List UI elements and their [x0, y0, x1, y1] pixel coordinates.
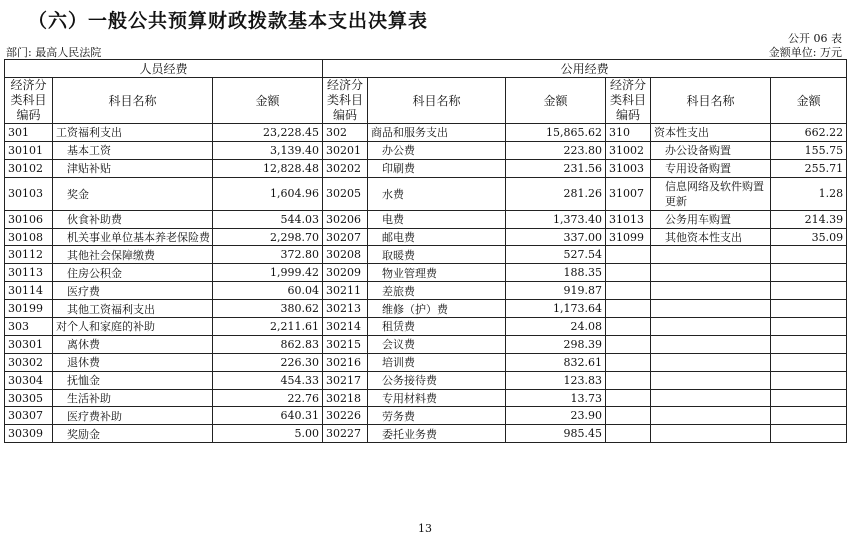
amount-cell: 454.33: [213, 371, 323, 389]
code-cell: 30207: [323, 228, 368, 246]
amount-cell: 372.80: [213, 246, 323, 264]
amount-cell: [771, 246, 847, 264]
amount-cell: 862.83: [213, 335, 323, 353]
amount-cell: 919.87: [506, 282, 606, 300]
name-cell: 伙食补助费: [53, 210, 213, 228]
code-cell: [606, 371, 651, 389]
code-cell: 30206: [323, 210, 368, 228]
code-cell: 30106: [5, 210, 53, 228]
code-cell: 30302: [5, 353, 53, 371]
amount-cell: 1,373.40: [506, 210, 606, 228]
code-cell: 30307: [5, 407, 53, 425]
code-cell: [606, 264, 651, 282]
column-header-name: 科目名称: [368, 78, 506, 124]
name-cell: [651, 300, 771, 318]
name-cell: 租赁费: [368, 318, 506, 336]
amount-cell: 281.26: [506, 177, 606, 210]
name-cell: 医疗费补助: [53, 407, 213, 425]
amount-cell: [771, 425, 847, 443]
amount-cell: 640.31: [213, 407, 323, 425]
amount-cell: 155.75: [771, 141, 847, 159]
table-row: [5, 425, 847, 443]
amount-cell: 2,298.70: [213, 228, 323, 246]
name-cell: 维修（护）费: [368, 300, 506, 318]
table-row: [5, 318, 847, 336]
code-cell: 30102: [5, 159, 53, 177]
table-row: [5, 353, 847, 371]
name-cell: 生活补助: [53, 389, 213, 407]
amount-cell: 123.83: [506, 371, 606, 389]
name-cell: [651, 407, 771, 425]
amount-cell: 23,228.45: [213, 124, 323, 142]
code-cell: [606, 335, 651, 353]
page-title: （六）一般公共预算财政拨款基本支出决算表: [28, 10, 429, 32]
code-cell: [606, 246, 651, 264]
amount-cell: 35.09: [771, 228, 847, 246]
code-cell: 30304: [5, 371, 53, 389]
amount-cell: 662.22: [771, 124, 847, 142]
table-body: [5, 124, 847, 443]
name-cell: 公务用车购置: [651, 210, 771, 228]
table-row: [5, 300, 847, 318]
code-cell: 30205: [323, 177, 368, 210]
name-cell: 奖金: [53, 177, 213, 210]
code-cell: 30211: [323, 282, 368, 300]
amount-cell: 255.71: [771, 159, 847, 177]
amount-unit-label: 金额单位: 万元: [768, 46, 842, 59]
code-cell: 30214: [323, 318, 368, 336]
name-cell: 电费: [368, 210, 506, 228]
name-cell: 公务接待费: [368, 371, 506, 389]
code-cell: [606, 425, 651, 443]
name-cell: 医疗费: [53, 282, 213, 300]
name-cell: [651, 335, 771, 353]
amount-cell: [771, 389, 847, 407]
code-cell: 310: [606, 124, 651, 142]
amount-cell: 22.76: [213, 389, 323, 407]
name-cell: 劳务费: [368, 407, 506, 425]
amount-cell: [771, 335, 847, 353]
name-cell: 其他工资福利支出: [53, 300, 213, 318]
expenditure-table: [4, 59, 847, 443]
code-cell: 30209: [323, 264, 368, 282]
name-cell: 对个人和家庭的补助: [53, 318, 213, 336]
name-cell: 其他资本性支出: [651, 228, 771, 246]
name-cell: 工资福利支出: [53, 124, 213, 142]
name-cell: 印刷费: [368, 159, 506, 177]
name-cell: 办公费: [368, 141, 506, 159]
amount-cell: 298.39: [506, 335, 606, 353]
amount-cell: 1.28: [771, 177, 847, 210]
code-cell: [606, 282, 651, 300]
code-cell: 31003: [606, 159, 651, 177]
table-row: [5, 124, 847, 142]
amount-cell: [771, 318, 847, 336]
table-row: [5, 335, 847, 353]
amount-cell: [771, 407, 847, 425]
table-row: [5, 282, 847, 300]
amount-cell: 231.56: [506, 159, 606, 177]
name-cell: [651, 389, 771, 407]
code-cell: 31099: [606, 228, 651, 246]
name-cell: [651, 425, 771, 443]
name-cell: 资本性支出: [651, 124, 771, 142]
code-cell: 30201: [323, 141, 368, 159]
name-cell: 退休费: [53, 353, 213, 371]
column-header-code: 经济分类科目编码: [606, 78, 651, 124]
name-cell: [651, 282, 771, 300]
code-cell: 30114: [5, 282, 53, 300]
code-cell: 30101: [5, 141, 53, 159]
amount-cell: 2,211.61: [213, 318, 323, 336]
code-cell: 30108: [5, 228, 53, 246]
amount-cell: 24.08: [506, 318, 606, 336]
table-row: [5, 210, 847, 228]
code-cell: 301: [5, 124, 53, 142]
amount-cell: 23.90: [506, 407, 606, 425]
code-cell: 30199: [5, 300, 53, 318]
name-cell: 奖励金: [53, 425, 213, 443]
name-cell: [651, 371, 771, 389]
code-cell: 30226: [323, 407, 368, 425]
amount-cell: 5.00: [213, 425, 323, 443]
code-cell: 303: [5, 318, 53, 336]
section-personnel-header: 人员经费: [5, 60, 323, 78]
amount-cell: 223.80: [506, 141, 606, 159]
amount-cell: [771, 300, 847, 318]
amount-cell: 544.03: [213, 210, 323, 228]
table-row: [5, 228, 847, 246]
amount-cell: 527.54: [506, 246, 606, 264]
name-cell: [651, 264, 771, 282]
name-cell: 物业管理费: [368, 264, 506, 282]
table-row: [5, 407, 847, 425]
name-cell: 信息网络及软件购置更新: [651, 177, 771, 210]
amount-cell: 12,828.48: [213, 159, 323, 177]
department-label: 部门: 最高人民法院: [6, 46, 102, 59]
amount-cell: 832.61: [506, 353, 606, 371]
table-row: [5, 389, 847, 407]
code-cell: [606, 318, 651, 336]
code-cell: 30103: [5, 177, 53, 210]
column-header-amount: 金额: [506, 78, 606, 124]
name-cell: 委托业务费: [368, 425, 506, 443]
name-cell: 商品和服务支出: [368, 124, 506, 142]
code-cell: 30218: [323, 389, 368, 407]
code-cell: [606, 389, 651, 407]
code-cell: 30112: [5, 246, 53, 264]
column-header-amount: 金额: [771, 78, 847, 124]
code-cell: [606, 353, 651, 371]
amount-cell: 985.45: [506, 425, 606, 443]
amount-cell: 337.00: [506, 228, 606, 246]
column-header-name: 科目名称: [651, 78, 771, 124]
page-number: 13: [418, 522, 432, 535]
name-cell: 差旅费: [368, 282, 506, 300]
amount-cell: 214.39: [771, 210, 847, 228]
table-row: [5, 159, 847, 177]
amount-cell: [771, 371, 847, 389]
table-row: [5, 141, 847, 159]
name-cell: 津贴补贴: [53, 159, 213, 177]
amount-cell: 60.04: [213, 282, 323, 300]
amount-cell: 15,865.62: [506, 124, 606, 142]
code-cell: 30309: [5, 425, 53, 443]
table-row: [5, 246, 847, 264]
name-cell: 培训费: [368, 353, 506, 371]
code-cell: 31007: [606, 177, 651, 210]
amount-cell: [771, 282, 847, 300]
name-cell: 基本工资: [53, 141, 213, 159]
code-cell: 30305: [5, 389, 53, 407]
code-cell: 30227: [323, 425, 368, 443]
code-cell: 30215: [323, 335, 368, 353]
amount-cell: 226.30: [213, 353, 323, 371]
table-row: [5, 264, 847, 282]
code-cell: 302: [323, 124, 368, 142]
code-cell: 31013: [606, 210, 651, 228]
table-row: [5, 177, 847, 210]
name-cell: 机关事业单位基本养老保险费: [53, 228, 213, 246]
name-cell: 会议费: [368, 335, 506, 353]
amount-cell: 1,604.96: [213, 177, 323, 210]
code-cell: 30213: [323, 300, 368, 318]
column-header-code: 经济分类科目编码: [323, 78, 368, 124]
name-cell: 邮电费: [368, 228, 506, 246]
code-cell: 30301: [5, 335, 53, 353]
name-cell: 住房公积金: [53, 264, 213, 282]
code-cell: 30113: [5, 264, 53, 282]
form-number: 公开 06 表: [788, 32, 842, 45]
code-cell: 30217: [323, 371, 368, 389]
code-cell: 30216: [323, 353, 368, 371]
amount-cell: 1,173.64: [506, 300, 606, 318]
code-cell: 31002: [606, 141, 651, 159]
name-cell: 抚恤金: [53, 371, 213, 389]
amount-cell: 188.35: [506, 264, 606, 282]
column-header-amount: 金额: [213, 78, 323, 124]
amount-cell: 1,999.42: [213, 264, 323, 282]
column-header-code: 经济分类科目编码: [5, 78, 53, 124]
amount-cell: [771, 264, 847, 282]
name-cell: [651, 246, 771, 264]
name-cell: 专用材料费: [368, 389, 506, 407]
name-cell: [651, 318, 771, 336]
amount-cell: 13.73: [506, 389, 606, 407]
amount-cell: 3,139.40: [213, 141, 323, 159]
section-public-header: 公用经费: [323, 60, 847, 78]
code-cell: [606, 300, 651, 318]
code-cell: 30208: [323, 246, 368, 264]
table-row: [5, 371, 847, 389]
name-cell: 办公设备购置: [651, 141, 771, 159]
amount-cell: [771, 353, 847, 371]
name-cell: 离休费: [53, 335, 213, 353]
name-cell: 其他社会保障缴费: [53, 246, 213, 264]
name-cell: 取暖费: [368, 246, 506, 264]
code-cell: [606, 407, 651, 425]
name-cell: 专用设备购置: [651, 159, 771, 177]
amount-cell: 380.62: [213, 300, 323, 318]
code-cell: 30202: [323, 159, 368, 177]
column-header-name: 科目名称: [53, 78, 213, 124]
name-cell: 水费: [368, 177, 506, 210]
name-cell: [651, 353, 771, 371]
